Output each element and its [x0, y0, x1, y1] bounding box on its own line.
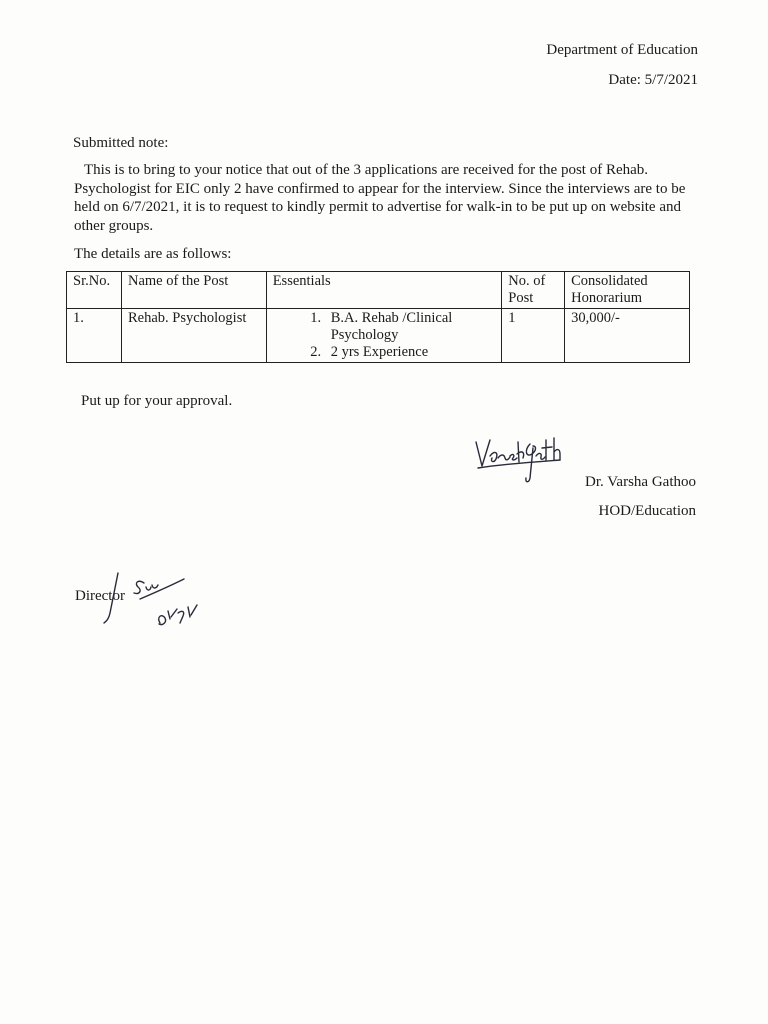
header-honorarium: Consolidated Honorarium	[565, 272, 690, 309]
header-sr-no: Sr.No.	[67, 272, 122, 309]
signatory-name: Dr. Varsha Gathoo	[585, 474, 696, 490]
table-row	[67, 309, 690, 363]
details-table	[66, 271, 690, 363]
essential-item: 1. B.A. Rehab /Clinical Psychology	[325, 310, 496, 344]
note-heading: Submitted note:	[73, 135, 169, 151]
note-date: Date: 5/7/2021	[608, 72, 698, 88]
cell-no-of-post: 1	[502, 309, 565, 363]
director-label: Director	[75, 588, 125, 604]
signatory-designation: HOD/Education	[598, 503, 696, 519]
cell-honorarium: 30,000/-	[565, 309, 690, 363]
department-name: Department of Education	[546, 42, 698, 58]
header-no-of-post: No. of Post	[502, 272, 565, 309]
approval-line: Put up for your approval.	[81, 393, 233, 409]
cell-sr-no: 1.	[67, 309, 122, 363]
note-body: This is to bring to your notice that out of the 3 applications are received for the post of Rehab. Psychologist for EIC only 2 have confirmed to appear for the interview. Since the interviews are to be held on 6/7/2021, it is to request to kindly permit to advertise for walk-in to be put up on website and other groups.	[74, 162, 686, 234]
header-essentials: Essentials	[266, 272, 502, 309]
header-post: Name of the Post	[121, 272, 266, 309]
essentials-list	[273, 310, 496, 361]
cell-essentials	[266, 309, 502, 363]
details-intro: The details are as follows:	[74, 246, 232, 262]
director-initials-and-date	[100, 565, 210, 645]
essential-item: 2. 2 yrs Experience	[325, 344, 496, 361]
cell-post: Rehab. Psychologist	[121, 309, 266, 363]
hod-signature	[470, 432, 565, 488]
table-header-row	[67, 272, 690, 309]
